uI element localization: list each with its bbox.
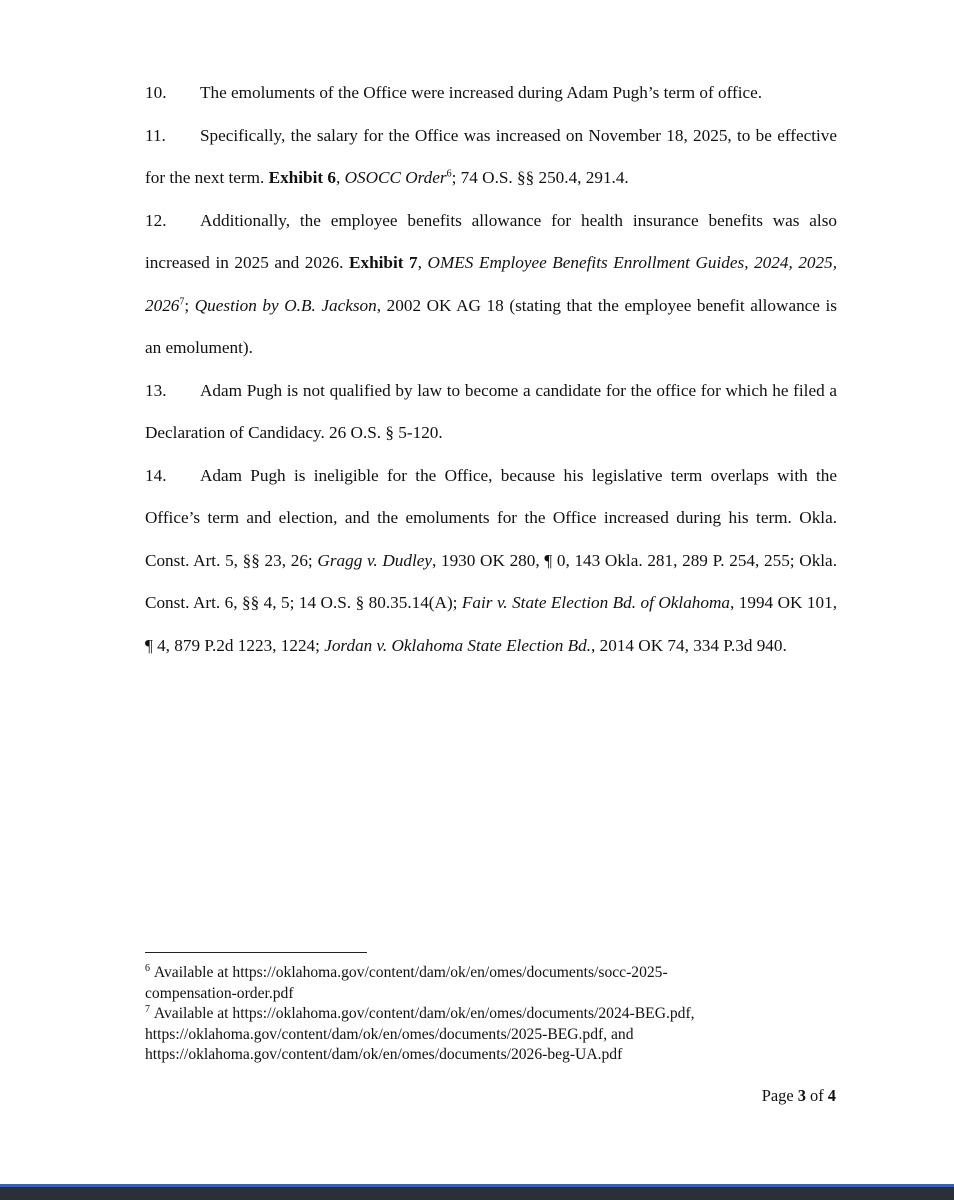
footnote-line: https://oklahoma.gov/content/dam/ok/en/omes/documents/2025-BEG.pdf, and: [145, 1025, 634, 1043]
citation-fair-v-state-election-bd: Fair v. State Election Bd. of Oklahoma: [461, 593, 730, 612]
paragraph-13: 13. Adam Pugh is not qualified by law to become a candidate for the office for which he filed a Declaration of Candidacy. 26 O.S. § 5-120.: [145, 370, 837, 455]
viewer-accent-strip: [0, 1184, 954, 1187]
footnote-line: Available at https://oklahoma.gov/content/dam/ok/en/omes/documents/2024-BEG.pdf,: [153, 1005, 695, 1023]
paragraph-14: 14. Adam Pugh is ineligible for the Office, because his legislative term overlaps with the Office’s term and election, and the emoluments for the Office increased during his term. Okla. Const. Art. 5, §§ 23, 26; Gragg v. Dudley, 1930 OK 280, ¶ 0, 143 Okla. 281, 289 P. 254, 255; Okla. Const. Art. 6, §§ 4, 5; 14 O.S. § 80.35.14(A); Fair v. State Election Bd. of Oklahoma, 1994 OK 101, ¶ 4, 879 P.2d 1223, 1224; Jordan v. Oklahoma State Election Bd., 2014 OK 74, 334 P.3d 940.: [145, 455, 837, 668]
paragraph-number: 10.: [145, 83, 167, 102]
footnote-line: compensation-order.pdf: [145, 984, 294, 1002]
paragraph-11: 11. Specifically, the salary for the Office was increased on November 18, 2025, to be effective for the next term. Exhibit 6, OSOCC Order$^6$; 74 O.S. §§ 250.4, 291.4.: [145, 115, 837, 200]
footnote-mark: 7: [145, 1004, 150, 1015]
exhibit-7-reference: Exhibit 7: [349, 253, 418, 272]
exhibit-6-reference: Exhibit 6: [268, 168, 336, 187]
footnote-7: [145, 1004, 837, 1066]
footnote-ref-6: 6: [446, 168, 452, 180]
citation-jordan-v-oklahoma: Jordan v. Oklahoma State Election Bd.: [324, 635, 592, 655]
citation-gragg-v-dudley: Gragg v. Dudley: [317, 550, 432, 570]
footnote-6: [145, 963, 837, 1004]
paragraph-10: 10. The emoluments of the Office were increased during Adam Pugh’s term of office.: [145, 72, 837, 115]
footnote-ref-7: 7: [179, 295, 185, 307]
citation-question-by-jackson: Question by O.B. Jackson: [194, 295, 377, 315]
paragraph-number: 13.: [145, 380, 167, 400]
page-number: Page 3 of 4: [761, 1086, 836, 1105]
paragraph-number: 12.: [145, 210, 167, 230]
paragraph-12: 12. Additionally, the employee benefits allowance for health insurance benefits was also increased in 2025 and 2026. Exhibit 7, OMES Employee Benefits Enrollment Guides, 2024, 2025, 2026$^7$; Question by O.B. Jackson, 2002 OK AG 18 (stating that the employee benefit allowance is an emolument).: [145, 200, 837, 370]
footnote-line: Available at https://oklahoma.gov/content/dam/ok/en/omes/documents/socc-2025-: [153, 964, 668, 981]
paragraph-number: 14.: [145, 465, 167, 485]
total-pages: 4: [827, 1086, 836, 1105]
footnote-separator: [145, 952, 367, 953]
footnotes: [145, 963, 837, 1066]
citation-osocc-order: OSOCC Order: [344, 168, 447, 187]
citation-omes-guides: OMES Employee Benefits Enrollment Guides, 2024, 2025, 2026: [145, 253, 838, 315]
current-page: 3: [797, 1086, 806, 1105]
footnote-line: https://oklahoma.gov/content/dam/ok/en/omes/documents/2026-beg-UA.pdf: [145, 1046, 623, 1064]
viewer-bottom-bar: [0, 1184, 954, 1200]
footnote-mark: 6: [145, 962, 150, 974]
document-body: [145, 72, 837, 667]
paragraph-number: 11.: [145, 125, 166, 145]
